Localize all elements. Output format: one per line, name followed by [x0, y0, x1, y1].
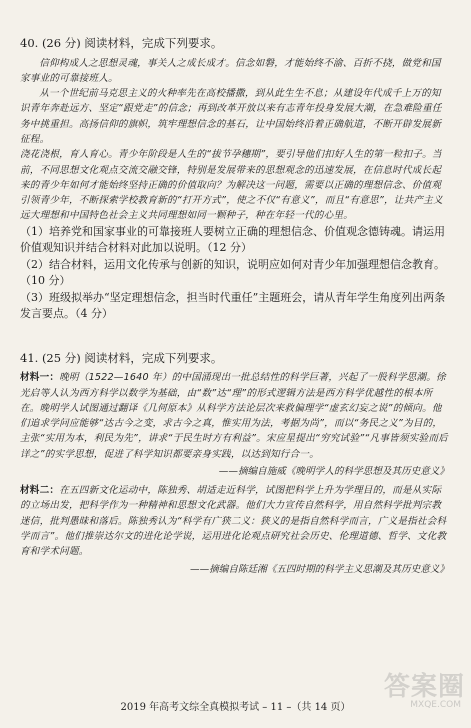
section-spacer [20, 323, 449, 351]
q40-material-para-1: 信仰构成人之思想灵魂，事关人之成长成才。信念如磐，才能始终不渝、百折不挠，做党和国家事业的可靠接班人。 [20, 57, 441, 84]
page-footer: 2019 年高考文综全真模拟考试 – 11 –（共 14 页） [120, 702, 351, 713]
q40-material-para-2: 从一个世纪前马克思主义的火种率先在高校播撒，到从此生生不息；从建设年代成千上万的知识青年奔赴远方、坚定“跟党走”的信念；再到改革开放以来有志青年投身发展大潮，在急难险重任务中挑重担。高扬信仰的旗帜，筑牢理想信念的基石，让中国始终沿着正确航道，不断开辟发展新征程。 [20, 88, 442, 145]
material-2-text: 在五四新文化运动中，陈独秀、胡适走近科学，试图把科学上升为学理目的，而是从实际的立场出发，把科学作为一种精神和思想文化武器。他们大力宣传自然科学，用自然科学批判宗教迷信，批判愚昧和落后。陈独秀认为“科学有广狭二义：狭义的是指自然科学而言，广义是指社会科学而言”。他们推崇达尔文的进化论学说，运用进化论观点研究社会历史、伦理道德、哲学、文化教育和学术问题。 [20, 485, 447, 558]
watermark-logo: 答案圈 [383, 672, 465, 702]
question-41-heading: 41. (25 分) 阅读材料，完成下列要求。 [20, 350, 223, 365]
material-1-text: 晚明（1522—1640 年）的中国涌现出一批总结性的科学巨著，兴起了一股科学思潮。徐光启等人认为西方科学以数学为基础，由“数”达“理”的形式逻辑方法是西方科学优越性的根本所在。晚明学人试图通过翻译《几何原本》从科学方法论层次来救偏理学“虚玄幻妄之说”的倾向。他们追求学问应能够“达古今之变，求古今之真，惟实用为法，考据为尚”，而以“务民之义”为目的，主张“实用为本，利民为先”，讲求“于民生时方有利益”。宋应星提出“穷究试验”“凡事皆须实验而后详之”的实学思想，促进了科学知识都要亲身实践，以达到知行合一。 [20, 372, 448, 460]
q40-task-1: （1）培养党和国家事业的可靠接班人要树立正确的理想信念、价值观念德铸魂。请运用价值观知识并结合材料对此加以说明。（12 分） [20, 224, 445, 255]
q41-material-2 [20, 483, 449, 559]
material-1-label: 材料一： [20, 372, 60, 384]
q40-task-2: （2）结合材料，运用文化传承与创新的知识，说明应如何对青少年加强理想信念教育。（10 分） [20, 257, 445, 288]
q41-material-1 [20, 370, 449, 462]
watermark-url: MXQE.COM [410, 700, 461, 710]
material-1-source: ——摘编自施威《晚明学人的科学思想及其历史意义》 [218, 466, 449, 478]
q40-task-3: （3）班级拟举办“坚定理想信念，担当时代重任”主题班会，请从青年学生角度列出两条发言要点。（4 分） [20, 290, 446, 321]
material-2-source: ——摘编自陈廷湘《五四时期的科学主义思潮及其历史意义》 [189, 563, 449, 575]
q40-material-para-3: 浇花浇根，育人育心。青少年阶段是人生的“拔节孕穗期”，要引导他们扣好人生的第一粒扣子。当前，不同思想文化观点交流交融交锋，特别是发展带来的思想观念的迅速发展，在信息时代成长起来的青少年如何才能始终坚持正确的价值取向？为解决这一问题，需要以正确的理想信念、价值观引领青少年，不断探索学校教育新的“打开方式”，使之不仅“有意义”，而且“有意思”，让共产主义远大理想和中国特色社会主义共同理想如同一颗种子，种在年轻一代的心里。 [20, 149, 443, 222]
material-2-label: 材料二： [20, 485, 60, 497]
question-40-heading: 40. (26 分) 阅读材料，完成下列要求。 [20, 36, 223, 50]
